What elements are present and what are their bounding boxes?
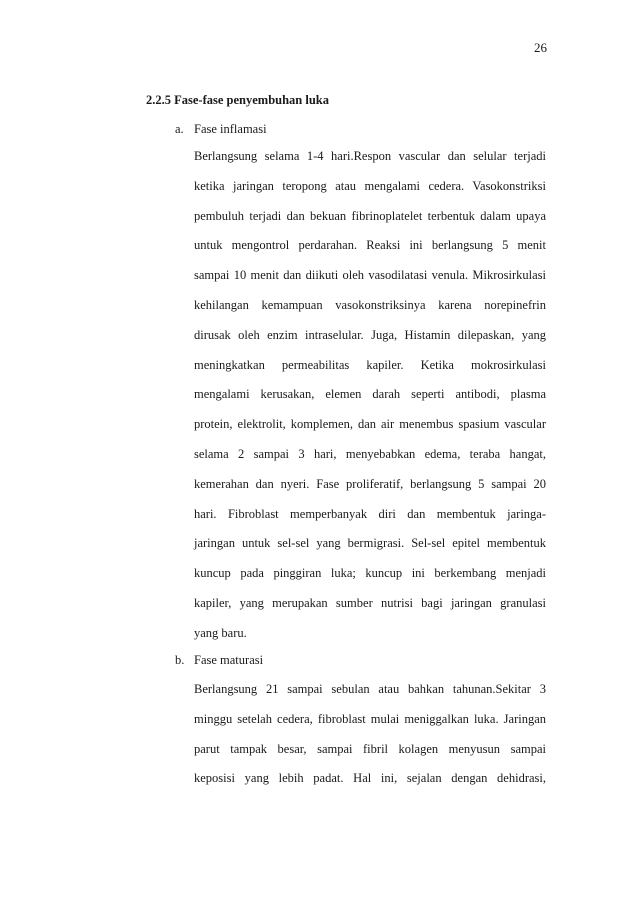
paragraph-line: mengalami kerusakan, elemen darah seperti antibodi, plasma xyxy=(194,387,546,402)
paragraph-fase-inflamasi xyxy=(194,147,546,654)
paragraph-line: yang baru. xyxy=(194,625,247,640)
paragraph-line: kehilangan kemampuan vasokonstriksinya karena norepinefrin xyxy=(194,297,546,312)
paragraph-line: meningkatkan permeabilitas kapiler. Ketika mokrosirkulasi xyxy=(194,357,546,372)
paragraph-line: parut tampak besar, sampai fibril kolagen menyusun sampai xyxy=(194,741,546,756)
paragraph-line: dirusak oleh enzim intraselular. Juga, Histamin dilepaskan, yang xyxy=(194,327,546,342)
subsection-title: Fase maturasi xyxy=(194,653,264,667)
section-heading xyxy=(146,93,329,108)
paragraph-line: ketika jaringan teropong atau mengalami cedera. Vasokonstriksi xyxy=(194,178,546,193)
paragraph-line: hari. Fibroblast memperbanyak diri dan membentuk jaringa- xyxy=(194,506,546,521)
paragraph-line: Berlangsung selama 1-4 hari.Respon vascular dan selular terjadi xyxy=(194,149,546,163)
subsection-title: Fase inflamasi xyxy=(194,122,267,136)
subsection-marker: b. xyxy=(175,653,185,667)
paragraph-line: jaringan untuk sel-sel yang bermigrasi. Sel-sel epitel membentuk xyxy=(194,536,546,551)
paragraph-line: untuk mengontrol perdarahan. Reaksi ini berlangsung 5 menit xyxy=(194,238,546,253)
page-number: 26 xyxy=(534,40,547,55)
section-number: 2.2.5 xyxy=(146,93,171,107)
paragraph-line: Berlangsung 21 sampai sebulan atau bahkan tahunan.Sekitar 3 xyxy=(194,682,546,696)
paragraph-line: sampai 10 menit dan diikuti oleh vasodilatasi venula. Mikrosirkulasi xyxy=(194,268,546,283)
section-title: Fase-fase penyembuhan luka xyxy=(174,93,330,107)
paragraph-line: protein, elektrolit, komplemen, dan air menembus spasium vascular xyxy=(194,417,546,432)
paragraph-line: kapiler, yang merupakan sumber nutrisi bagi jaringan granulasi xyxy=(194,595,546,610)
subsection-marker: a. xyxy=(175,122,184,136)
paragraph-line: kuncup pada pinggiran luka; kuncup ini berkembang menjadi xyxy=(194,566,546,581)
paragraph-line: minggu setelah cedera, fibroblast mulai meniggalkan luka. Jaringan xyxy=(194,711,546,726)
paragraph-line: selama 2 sampai 3 hari, menyebabkan edema, teraba hangat, xyxy=(194,446,546,461)
paragraph-line: kemerahan dan nyeri. Fase proliferatif, berlangsung 5 sampai 20 xyxy=(194,476,546,491)
subsection-heading-a xyxy=(175,122,267,137)
subsection-heading-b xyxy=(175,653,263,668)
paragraph-line: pembuluh terjadi dan bekuan fibrinoplatelet terbentuk dalam upaya xyxy=(194,208,546,223)
paragraph-line: keposisi yang lebih padat. Hal ini, sejalan dengan dehidrasi, xyxy=(194,771,546,786)
paragraph-fase-maturasi xyxy=(194,680,546,799)
